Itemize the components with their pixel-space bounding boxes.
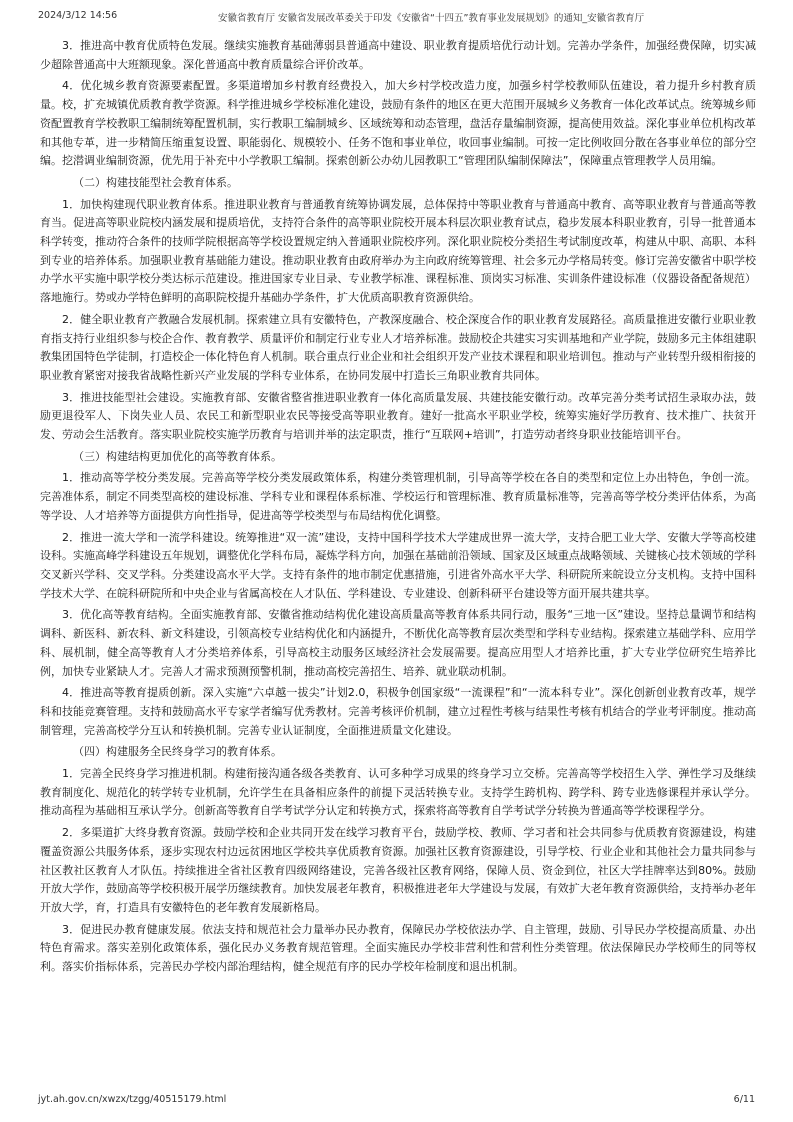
- page-header: [38, 10, 755, 28]
- paragraph: 3．促进民办教育健康发展。依法支持和规范社会力量举办民办教育，保障民办学校依法办学、自主管理，鼓励、引导民办学校提高质量、办出特色育需求。落实差别化政策体系，强化民办义务教育规范管理。全面实施民办学校非营利性和营利性分类管理。依法保障民办学校师生的同等权利。落实价指标体系，完善民办学校内部治理结构，健全规范有序的民办学校年检制度和退出机制。: [40, 922, 756, 974]
- section-heading: （四）构建服务全民终身学习的教育体系。: [73, 745, 282, 759]
- print-datetime: 2024/3/12 14:56: [38, 10, 118, 21]
- page-url: jyt.ah.gov.cn/xwzx/tzgg/40515179.html: [38, 1094, 227, 1105]
- paragraph: 3．推进技能型社会建设。实施教育部、安徽省整省推进职业教育一体化高质量发展、共建技能安徽行动。改革完善分类考试招生录取办法，鼓励更退役军人、下岗失业人员、农民工和新型职业农民等接受高等职业教育。建好一批高水平职业学校，统筹实施好学历教育、技术推广、扶贫开发、劳动会生活教育。落实职业院校实施学历教育与培训并举的法定职责，推行“互联网+培训”，打造劳动者终身职业技能培训平台。: [40, 390, 756, 442]
- paragraph: 1．完善全民终身学习推进机制。构建衔接沟通各级各类教育、认可多种学习成果的终身学习立交桥。完善高等学校招生入学、弹性学习及继续教育制度化、规范化的转学转专业机制，允许学生在具备相应条件的前提下灵活转换专业。支持学生跨机构、跨学科、跨专业选修课程并承认学分。推动高程为基础相互承认学分。创新高等教育自学考试学分认定和转换方式，探索将高等教育自学考试学分转换为普通高等学校课程学分。: [40, 767, 756, 818]
- paragraph: 2．多渠道扩大终身教育资源。鼓励学校和企业共同开发在线学习教育平台，鼓励学校、教师、学习者和社会共同参与优质教育资源建设，构建覆盖资源公共服务体系，逐步实现农村边远贫困地区学校共享优质教育资源。加强社区教育资源建设，引导学校、行业企业和其他社会力量共同参与社区教社区教育人才队伍。持续推进全省社区教育四级网络建设，完善各级社区教育网络，保障人员、资金到位，社区大学挂牌率达到80%。鼓励开放大学作，鼓励高等学校积极开展学历继续教育。加快发展老年教育，积极推进老年大学建设与发展，有效扩大老年教育资源供给，支持举办老年开放大学，育，打造具有安徽特色的老年教育发展新格局。: [40, 826, 756, 914]
- paragraph: 3．优化高等教育结构。全面实施教育部、安徽省推动结构优化建设高质量高等教育体系共同行动，服务“三地一区”建设。坚持总量调节和结构调科、新医科、新农科、新文科建设，引领高校专业结构优化和内涵提升，不断优化高等教育层次类型和学科专业结构。探索建立基础学科、应用学科、展机制，健全高等教育人才分类培养体系，引导高校主动服务区域经济社会发展需要。提高应用型人才培养比重，扩大专业学位研究生培养比例，加快专业紧缺人才。完善人才需求预测预警机制，推动高校完善招生、培养、就业联动机制。: [40, 608, 756, 678]
- section-heading: （二）构建技能型社会教育体系。: [73, 175, 238, 189]
- paragraph: 3．推进高中教育优质特色发展。继续实施教育基础薄弱县普通高中建设、职业教育提质培优行动计划。完善办学条件，加强经费保障，切实减少超除普通高中大班额现象。深化普通高中教育质量综合评价改革。: [40, 39, 756, 71]
- page-number: 6/11: [733, 1094, 755, 1105]
- paragraph: 2．健全职业教育产教融合发展机制。探索建立具有安徽特色，产教深度融合、校企深度合作的职业教育发展路径。高质量推进安徽行业职业教育指支持行业组织参与校企合作、教育教学、质量评价和制定行业专业人才培养标准。鼓励校企共建实习实训基地和产业学院，鼓励多元主体组建职教集团国特色学徒制，打造校企一体化特色育人机制。联合重点行业企业和社会组织开发产业技术课程和职业培训包。推动与产业转型升级相衔接的职业教育紧密对接我省战略性新兴产业发展的学科专业体系，在协同发展中打造长三角职业教育共同体。: [40, 312, 756, 382]
- paragraph: 2．推进一流大学和一流学科建设。统筹推进“双一流”建设，支持中国科学技术大学建成世界一流大学，支持合肥工业大学、安徽大学等高校建设科。实施高峰学科建设五年规划，调整优化学科布局，凝炼学科方向，加强在基础前沿领域、国家及区域重点战略领域、关键核心技术领域的学科交叉新兴学科、交叉学科。分类建设高水平大学。支持有条件的地市制定优惠措施，引进省外高水平大学、科研院所来皖设立分支机构。支持中国科学技术大学、在皖科研院所和中央企业与省属高校在人才队伍、学科建设、专业建设、创新科研平台建设等方面开展共建共享。: [40, 530, 756, 600]
- paragraph: 1．加快构建现代职业教育体系。推进职业教育与普通教育统筹协调发展，总体保持中等职业教育与普通高中教育、高等职业教育与普通高等教育当。促进高等职业院校内涵发展和提质培优，支持符合条件的高等职业院校开展本科层次职业教育试点，稳步发展本科职业教育，引导一批普通本科学转变，推动符合条件的技师学院根据高等学校设置规定纳入普通职业院校序列。深化职业院校分类招生考试制度改革，构建从中职、高职、本科到专业的培养体系。加强职业教育基础能力建设。推动职业教育由政府举办为主向政府统筹管理、社会多元办学格局转变。修订完善安徽省中职学校办学水平实施中职学校分类达标示范建设。推进国家专业目录、专业教学标准、课程标准、顶岗实习标准、实训条件建设标准（仪器设备配备规范）落地施行。势或办学特色鲜明的高职院校提升基础办学条件，扩大优质高职教育资源供给。: [40, 197, 756, 305]
- section-heading: （三）构建结构更加优化的高等教育体系。: [73, 449, 282, 463]
- paragraph: 4．优化城乡教育资源要素配置。多渠道增加乡村教育经费投入，加大乡村学校改造力度，加强乡村学校教师队伍建设，着力提升乡村教育质量。校，扩充城镇优质教育教学资源。科学推进城乡学校标准化建设，鼓励有条件的地区在更大范围开展城乡义务教育一体化改革试点。统筹城乡师资配置教育学校教职工编制统筹配置机制，实行教职工编制城乡、区域统筹和动态管理，盘活存量编制资源，提高使用效益。深化事业单位机构改革和其他专革，进一步精简压缩重复设置、职能弱化、规模较小、任务不饱和事业单位，收回事业编制。可按一定比例收回分散在各事业单位的部分空编。挖潜调业编制资源，优先用于补充中小学教职工编制。探索创新公办幼儿园教职工“管理团队编制保障法”，保障重点管理教学人员用编。: [40, 79, 756, 168]
- document-body: [40, 37, 756, 980]
- document-page-title: 安徽省教育厅 安徽省发展改革委关于印发《安徽省“十四五”教育事业发展规划》的通知_安徽省教育厅: [218, 13, 645, 24]
- paragraph: 4．推进高等教育提质创新。深入实施“六卓越一拔尖”计划2.0，积极争创国家级“一流课程”和“一流本科专业”。深化创新创业教育改革，规学科和技能竞赛管理。支持和鼓励高水平专家学者编写优秀教材。完善考核评价机制，建立过程性考核与结果性考核有机结合的学业考评制度。推动高制管理，完善高校学分互认和转换机制。完善专业认证制度，全面推进质量文化建设。: [40, 686, 756, 737]
- paragraph: 1．推动高等学校分类发展。完善高等学校分类发展政策体系，构建分类管理机制，引导高等学校在各自的类型和定位上办出特色，争创一流。完善准体系，制定不同类型高校的建设标准、学科专业和课程体系标准、学校运行和管理标准、教育质量标准等，完善高等学校分类评估体系，为高等学设、人才培养等方面提供方向性指导，促进高等学校类型与布局结构优化调整。: [40, 471, 756, 522]
